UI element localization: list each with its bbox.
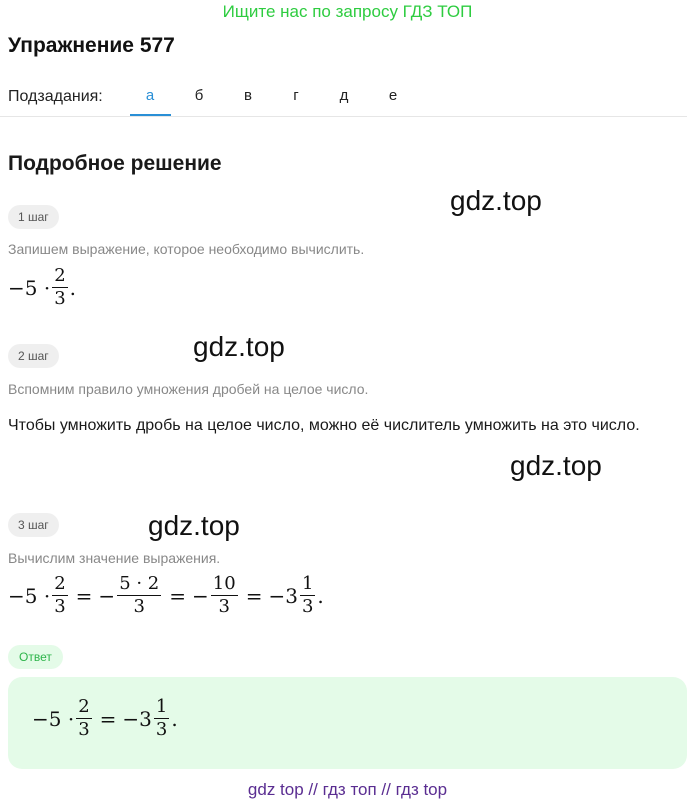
step-1-badge: 1 шаг [8,205,59,229]
watermark: gdz.top [148,510,240,541]
tab-e[interactable]: е [388,87,398,104]
step-2-text: Чтобы умножить дробь на целое число, можно её числитель умножить на это число. [8,417,640,434]
tab-d[interactable]: д [339,87,349,104]
step-1-expression: −5 · $\frac{2}{3}$ . [8,265,77,309]
footer-links[interactable]: gdz top // гдз топ // гдз top [247,780,448,799]
step-3-expression: −5 · $\frac{2}{3}$ = − $\frac{5 \cdot 2}{3}$ = − $\frac{10}{3}$ = −3 $\frac{1}{3}$ . [8,573,324,617]
watermark: gdz.top [193,331,285,362]
watermark: gdz.top [510,450,602,481]
tab-g[interactable]: г [293,87,299,104]
step-2-badge: 2 шаг [8,344,59,368]
tabs-divider [0,116,687,117]
tab-b[interactable]: б [194,87,204,104]
tab-v[interactable]: в [244,87,252,104]
answer-expression: −5 · $\frac{2}{3}$ = −3 $\frac{1}{3}$ . [32,696,178,740]
step-2-note: Вспомним правило умножения дробей на целое число. [8,381,369,397]
fraction: $\frac{2}{3}$ [54,265,66,309]
step-3-note: Вычислим значение выражения. [8,550,221,566]
solution-title: Подробное решение [8,152,222,175]
subtasks-label: Подзадания: [8,88,103,105]
tab-a[interactable]: а [145,87,155,104]
step-3-badge: 3 шаг [8,513,59,537]
step-1-note: Запишем выражение, которое необходимо вычислить. [8,241,365,257]
answer-badge: Ответ [8,645,63,669]
page-title: Упражнение 577 [8,34,175,57]
search-banner: Ищите нас по запросу ГДЗ ТОП [222,2,473,21]
math-term: −5 · [8,275,51,300]
watermark: gdz.top [450,185,542,216]
answer-box [8,677,687,769]
